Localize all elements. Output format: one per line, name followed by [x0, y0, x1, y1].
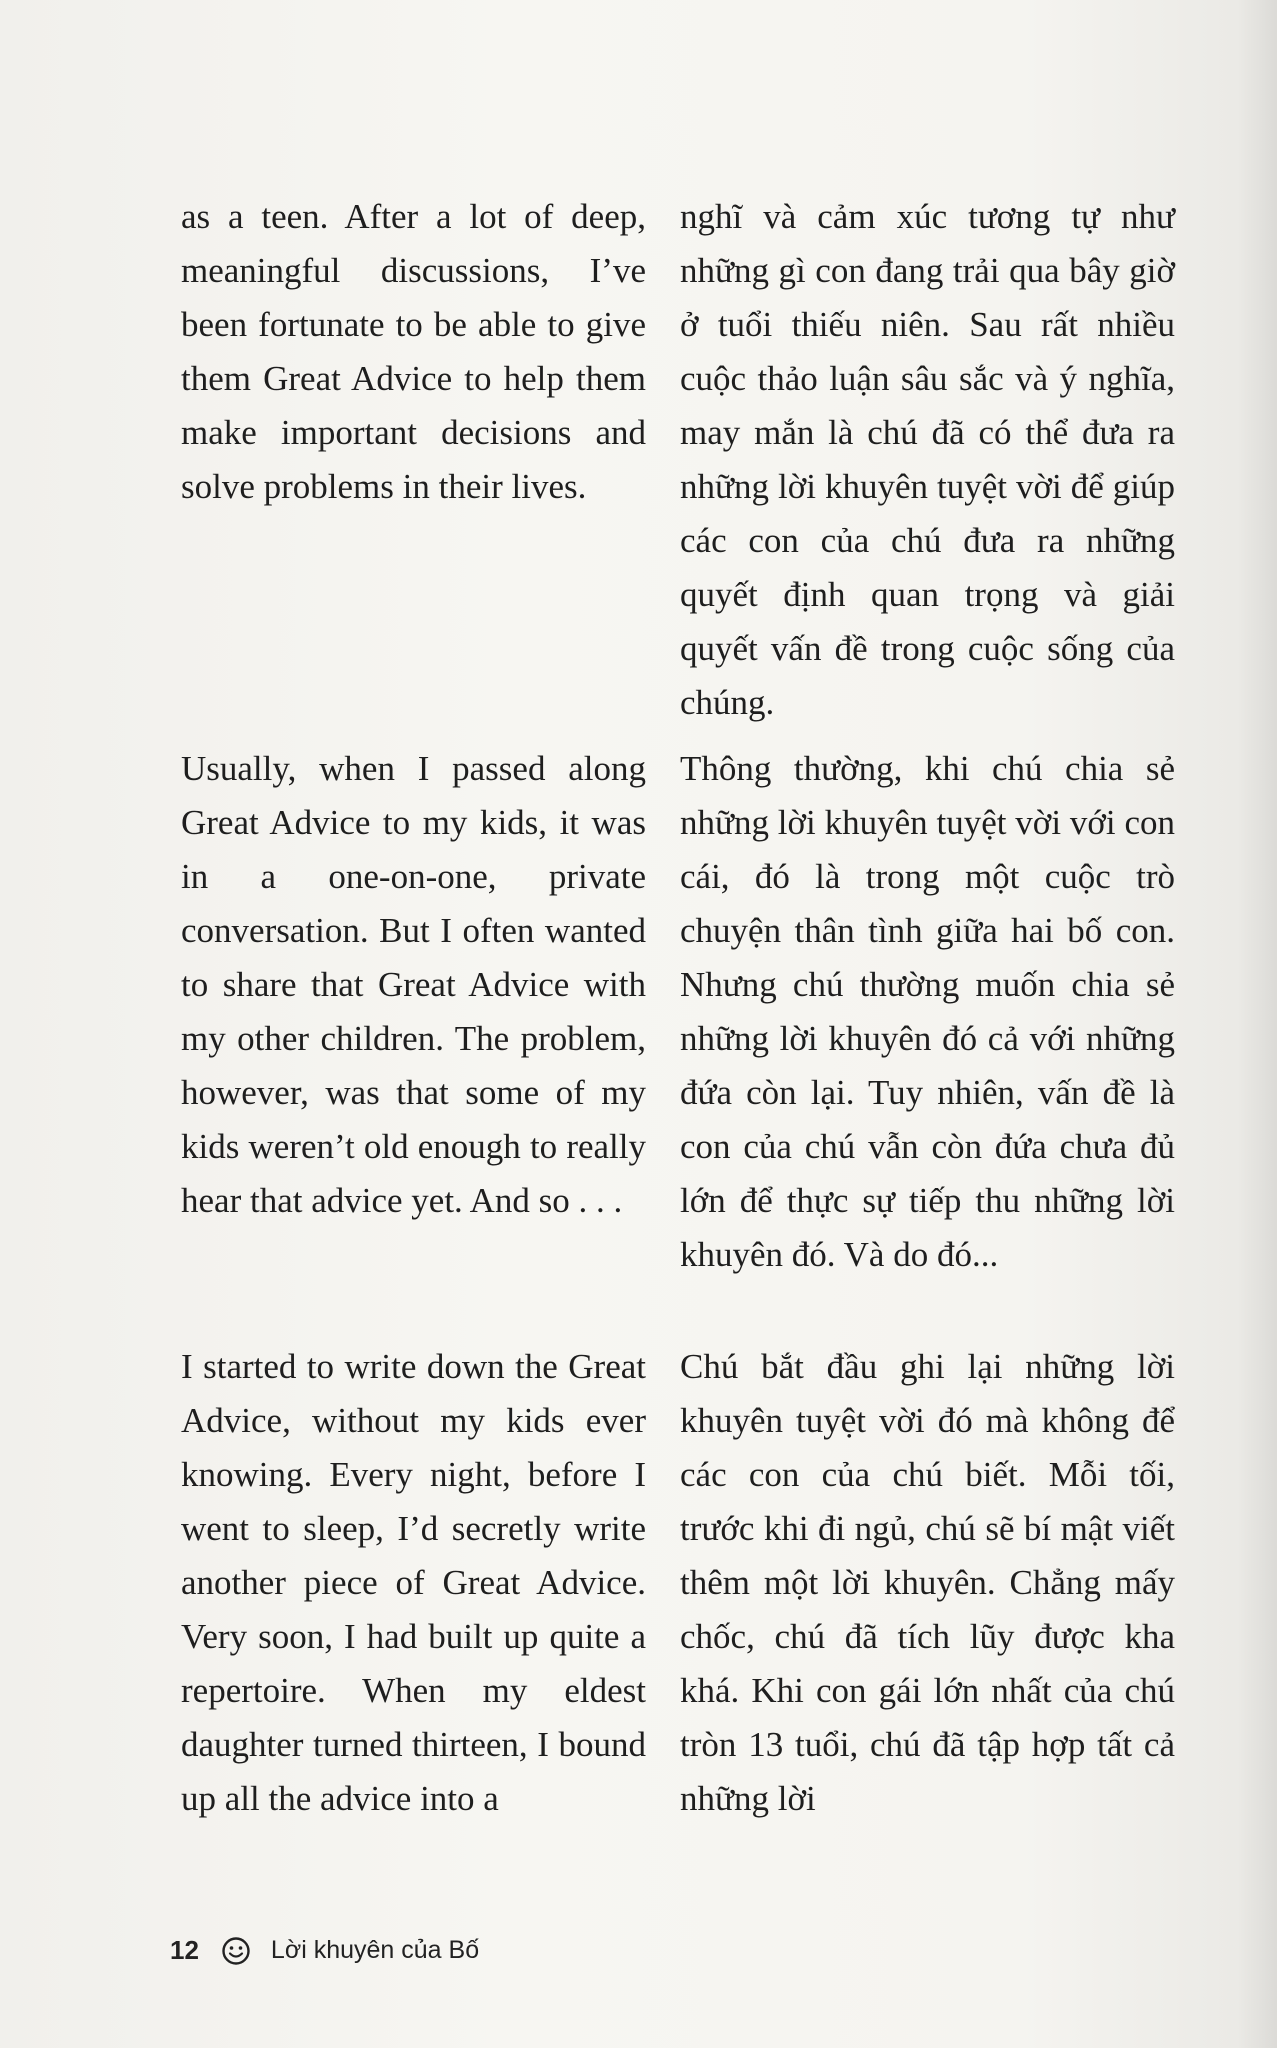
english-paragraph-2: Usually, when I passed along Great Advice to my kids, it was in a one-on-one, private conversation. But I often wanted to share that Great Advice with my other children. The problem, however, was that some of my kids weren’t old enough to really hear that advice yet. And so . . .	[181, 749, 646, 1220]
vietnamese-paragraph-2: Thông thường, khi chú chia sẻ những lời khuyên tuyệt vời với con cái, đó là trong một cuộc trò chuyện thân tình giữa hai bố con. Nhưng chú thường muốn chia sẻ những lời khuyên đó cả với những đứa còn lại. Tuy nhiên, vấn đề là con của chú vẫn còn đứa chưa đủ lớn để thực sự tiếp thu những lời khuyên đó. Và do đó...	[680, 749, 1175, 1274]
english-paragraph-1: as a teen. After a lot of deep, meaningful discussions, I’ve been fortunate to be able to give them Great Advice to help them make important decisions and solve problems in their lives.	[181, 197, 646, 506]
vietnamese-paragraph-1: nghĩ và cảm xúc tương tự như những gì con đang trải qua bây giờ ở tuổi thiếu niên. Sau rất nhiều cuộc thảo luận sâu sắc và ý nghĩa, may mắn là chú đã có thể đưa ra những lời khuyên tuyệt vời để giúp các con của chú đưa ra những quyết định quan trọng và giải quyết vấn đề trong cuộc sống của chúng.	[680, 197, 1175, 722]
english-paragraph-3: I started to write down the Great Advice, without my kids ever knowing. Every night, before I went to sleep, I’d secretly write another piece of Great Advice. Very soon, I had built up quite a repertoire. When my eldest daughter turned thirteen, I bound up all the advice into a	[181, 1347, 646, 1818]
vietnamese-paragraph-3: Chú bắt đầu ghi lại những lời khuyên tuyệt vời đó mà không để các con của chú biết. Mỗi tối, trước khi đi ngủ, chú sẽ bí mật viết thêm một lời khuyên. Chẳng mấy chốc, chú đã tích lũy được kha khá. Khi con gái lớn nhất của chú tròn 13 tuổi, chú đã tập hợp tất cả những lời	[680, 1347, 1175, 1818]
smiley-face-icon	[221, 1936, 251, 1966]
page-footer	[170, 1935, 479, 1966]
english-column	[181, 190, 646, 1818]
page-edge-shadow	[1237, 0, 1277, 2048]
book-title: Lời khuyên của Bố	[270, 1936, 480, 1964]
page-number: 12	[170, 1935, 199, 1965]
